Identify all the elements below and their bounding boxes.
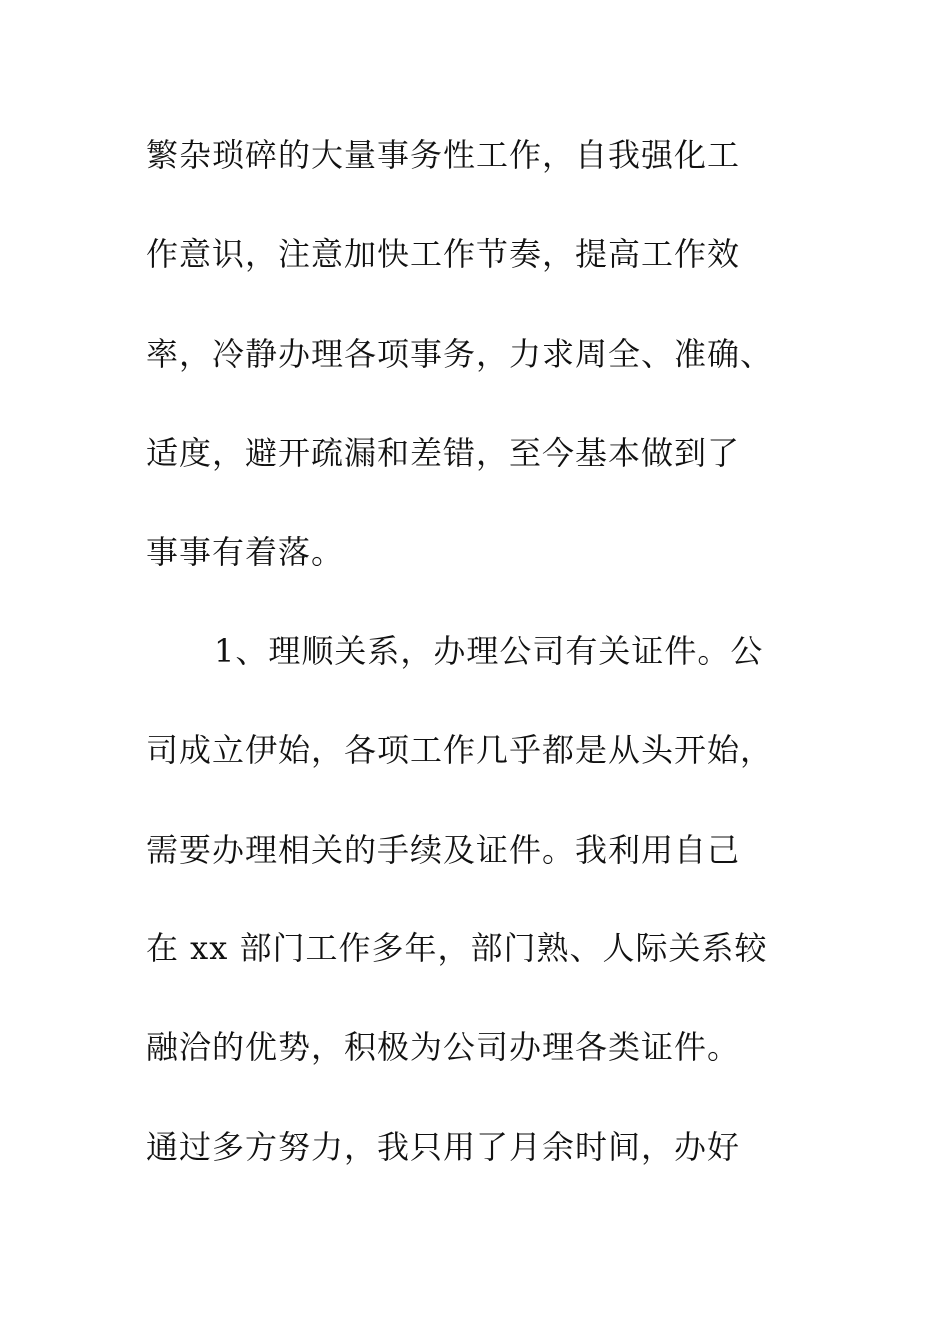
paragraph-line: 事事有着落。: [146, 533, 345, 571]
paragraph-line: 繁杂琐碎的大量事务性工作，自我强化工: [146, 136, 741, 174]
paragraph-line: 通过多方努力，我只用了月余时间，办好: [146, 1128, 741, 1166]
paragraph-line: 1、理顺关系，办理公司有关证件。公: [214, 632, 764, 670]
paragraph-line: 作意识，注意加快工作节奏，提高工作效: [146, 235, 741, 273]
paragraph-line: 在 xx 部门工作多年，部门熟、人际关系较: [146, 929, 768, 967]
paragraph-line: 适度，避开疏漏和差错，至今基本做到了: [146, 434, 741, 472]
paragraph-line: 融洽的优势，积极为公司办理各类证件。: [146, 1028, 741, 1066]
paragraph-line: 需要办理相关的手续及证件。我利用自己: [146, 831, 741, 869]
paragraph-line: 率，冷静办理各项事务，力求周全、准确、: [146, 335, 774, 373]
paragraph-line: 司成立伊始，各项工作几乎都是从头开始，: [146, 731, 774, 769]
